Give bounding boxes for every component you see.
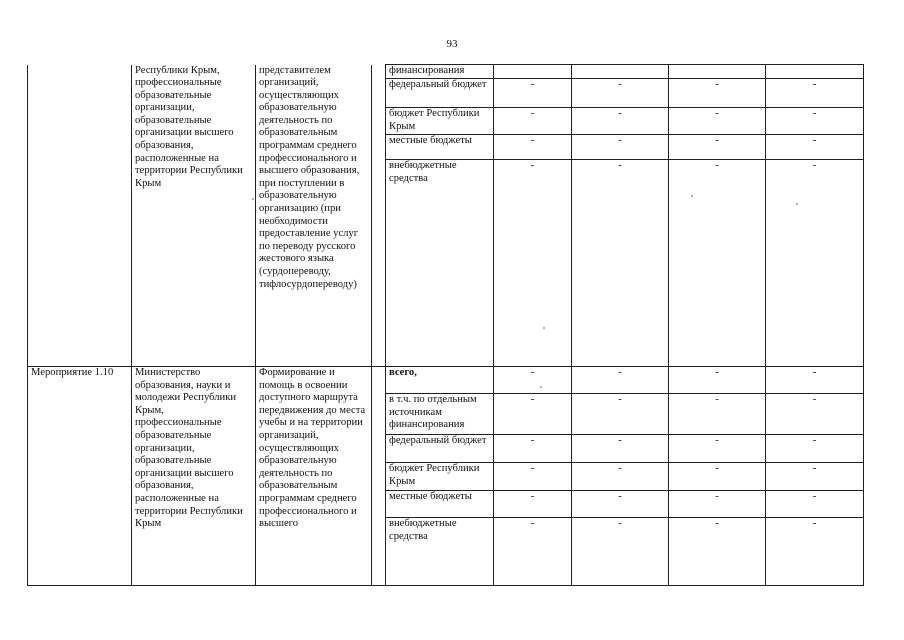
value-cell: -: [669, 518, 766, 586]
scan-speck: [540, 386, 542, 388]
source-cell: местные бюджеты: [386, 491, 494, 518]
value-cell: -: [572, 367, 669, 394]
value-cell: -: [572, 160, 669, 367]
value-cell: -: [766, 367, 864, 394]
value-cell: -: [572, 491, 669, 518]
value-cell: -: [669, 463, 766, 491]
value-cell: -: [669, 108, 766, 135]
value-cell: -: [572, 79, 669, 108]
value-cell: -: [766, 79, 864, 108]
value-cell: -: [572, 135, 669, 160]
value-cell: -: [494, 108, 572, 135]
source-cell: в т.ч. по отдельным источникам финансирования: [386, 394, 494, 435]
table-row: [28, 65, 864, 79]
value-cell: -: [766, 463, 864, 491]
value-cell: -: [494, 160, 572, 367]
page-number: 93: [446, 38, 458, 50]
value-cell: -: [766, 518, 864, 586]
value-cell: -: [669, 79, 766, 108]
value-cell: -: [494, 394, 572, 435]
value-cell: -: [494, 518, 572, 586]
value-cell: [766, 65, 864, 79]
value-cell: -: [572, 435, 669, 463]
spacer-cell: [372, 65, 386, 367]
value-cell: [494, 65, 572, 79]
value-cell: -: [494, 491, 572, 518]
value-cell: -: [766, 491, 864, 518]
source-cell: бюджет Республики Крым: [386, 463, 494, 491]
value-cell: -: [766, 108, 864, 135]
value-cell: -: [766, 435, 864, 463]
value-cell: -: [669, 160, 766, 367]
source-cell: местные бюджеты: [386, 135, 494, 160]
value-cell: -: [669, 135, 766, 160]
value-cell: -: [494, 79, 572, 108]
content-cell: Формирование и помощь в освоении доступного маршрута передвижения до места учебы и на территории организаций, осуществляющих образовательную деятельность по образовательным программам среднего профессионального и высшего: [256, 367, 372, 586]
value-cell: -: [572, 463, 669, 491]
source-cell: федеральный бюджет: [386, 79, 494, 108]
value-cell: -: [494, 435, 572, 463]
value-cell: -: [669, 394, 766, 435]
value-cell: -: [766, 394, 864, 435]
event-cell: [28, 65, 132, 367]
executor-cell: Республики Крым, профессиональные образовательные организации, образовательные организации высшего образования, расположенные на территории Республики Крым: [132, 65, 256, 367]
value-cell: -: [572, 518, 669, 586]
value-cell: -: [494, 367, 572, 394]
table-row: [28, 367, 864, 394]
scan-speck: [252, 198, 254, 200]
value-cell: [572, 65, 669, 79]
source-cell: всего,: [386, 367, 494, 394]
program-table: [27, 64, 864, 586]
scan-speck: [543, 327, 545, 329]
value-cell: -: [766, 135, 864, 160]
value-cell: -: [494, 463, 572, 491]
value-cell: -: [494, 135, 572, 160]
value-cell: -: [669, 491, 766, 518]
value-cell: -: [766, 160, 864, 367]
scan-speck: [691, 195, 693, 197]
value-cell: -: [572, 108, 669, 135]
value-cell: [669, 65, 766, 79]
source-cell: внебюджетные средства: [386, 518, 494, 586]
spacer-cell: [372, 367, 386, 586]
event-cell: Мероприятие 1.10: [28, 367, 132, 586]
value-cell: -: [669, 367, 766, 394]
value-cell: -: [669, 435, 766, 463]
value-cell: -: [572, 394, 669, 435]
content-cell: представителем организаций, осуществляющих образовательную деятельность по образовательным программам среднего профессионального и высшего образования, при поступлении в образовательную организацию (при необходимости предоставление услуг по переводу русского жестового языка (сурдопереводу, тифлосурдопереводу): [256, 65, 372, 367]
source-cell: внебюджетные средства: [386, 160, 494, 367]
source-cell: бюджет Республики Крым: [386, 108, 494, 135]
scan-speck: [796, 203, 798, 205]
source-cell: федеральный бюджет: [386, 435, 494, 463]
executor-cell: Министерство образования, науки и молодежи Республики Крым, профессиональные образовательные организации, образовательные организации высшего образования, расположенные на территории Республики Крым: [132, 367, 256, 586]
source-cell: финансирования: [386, 65, 494, 79]
